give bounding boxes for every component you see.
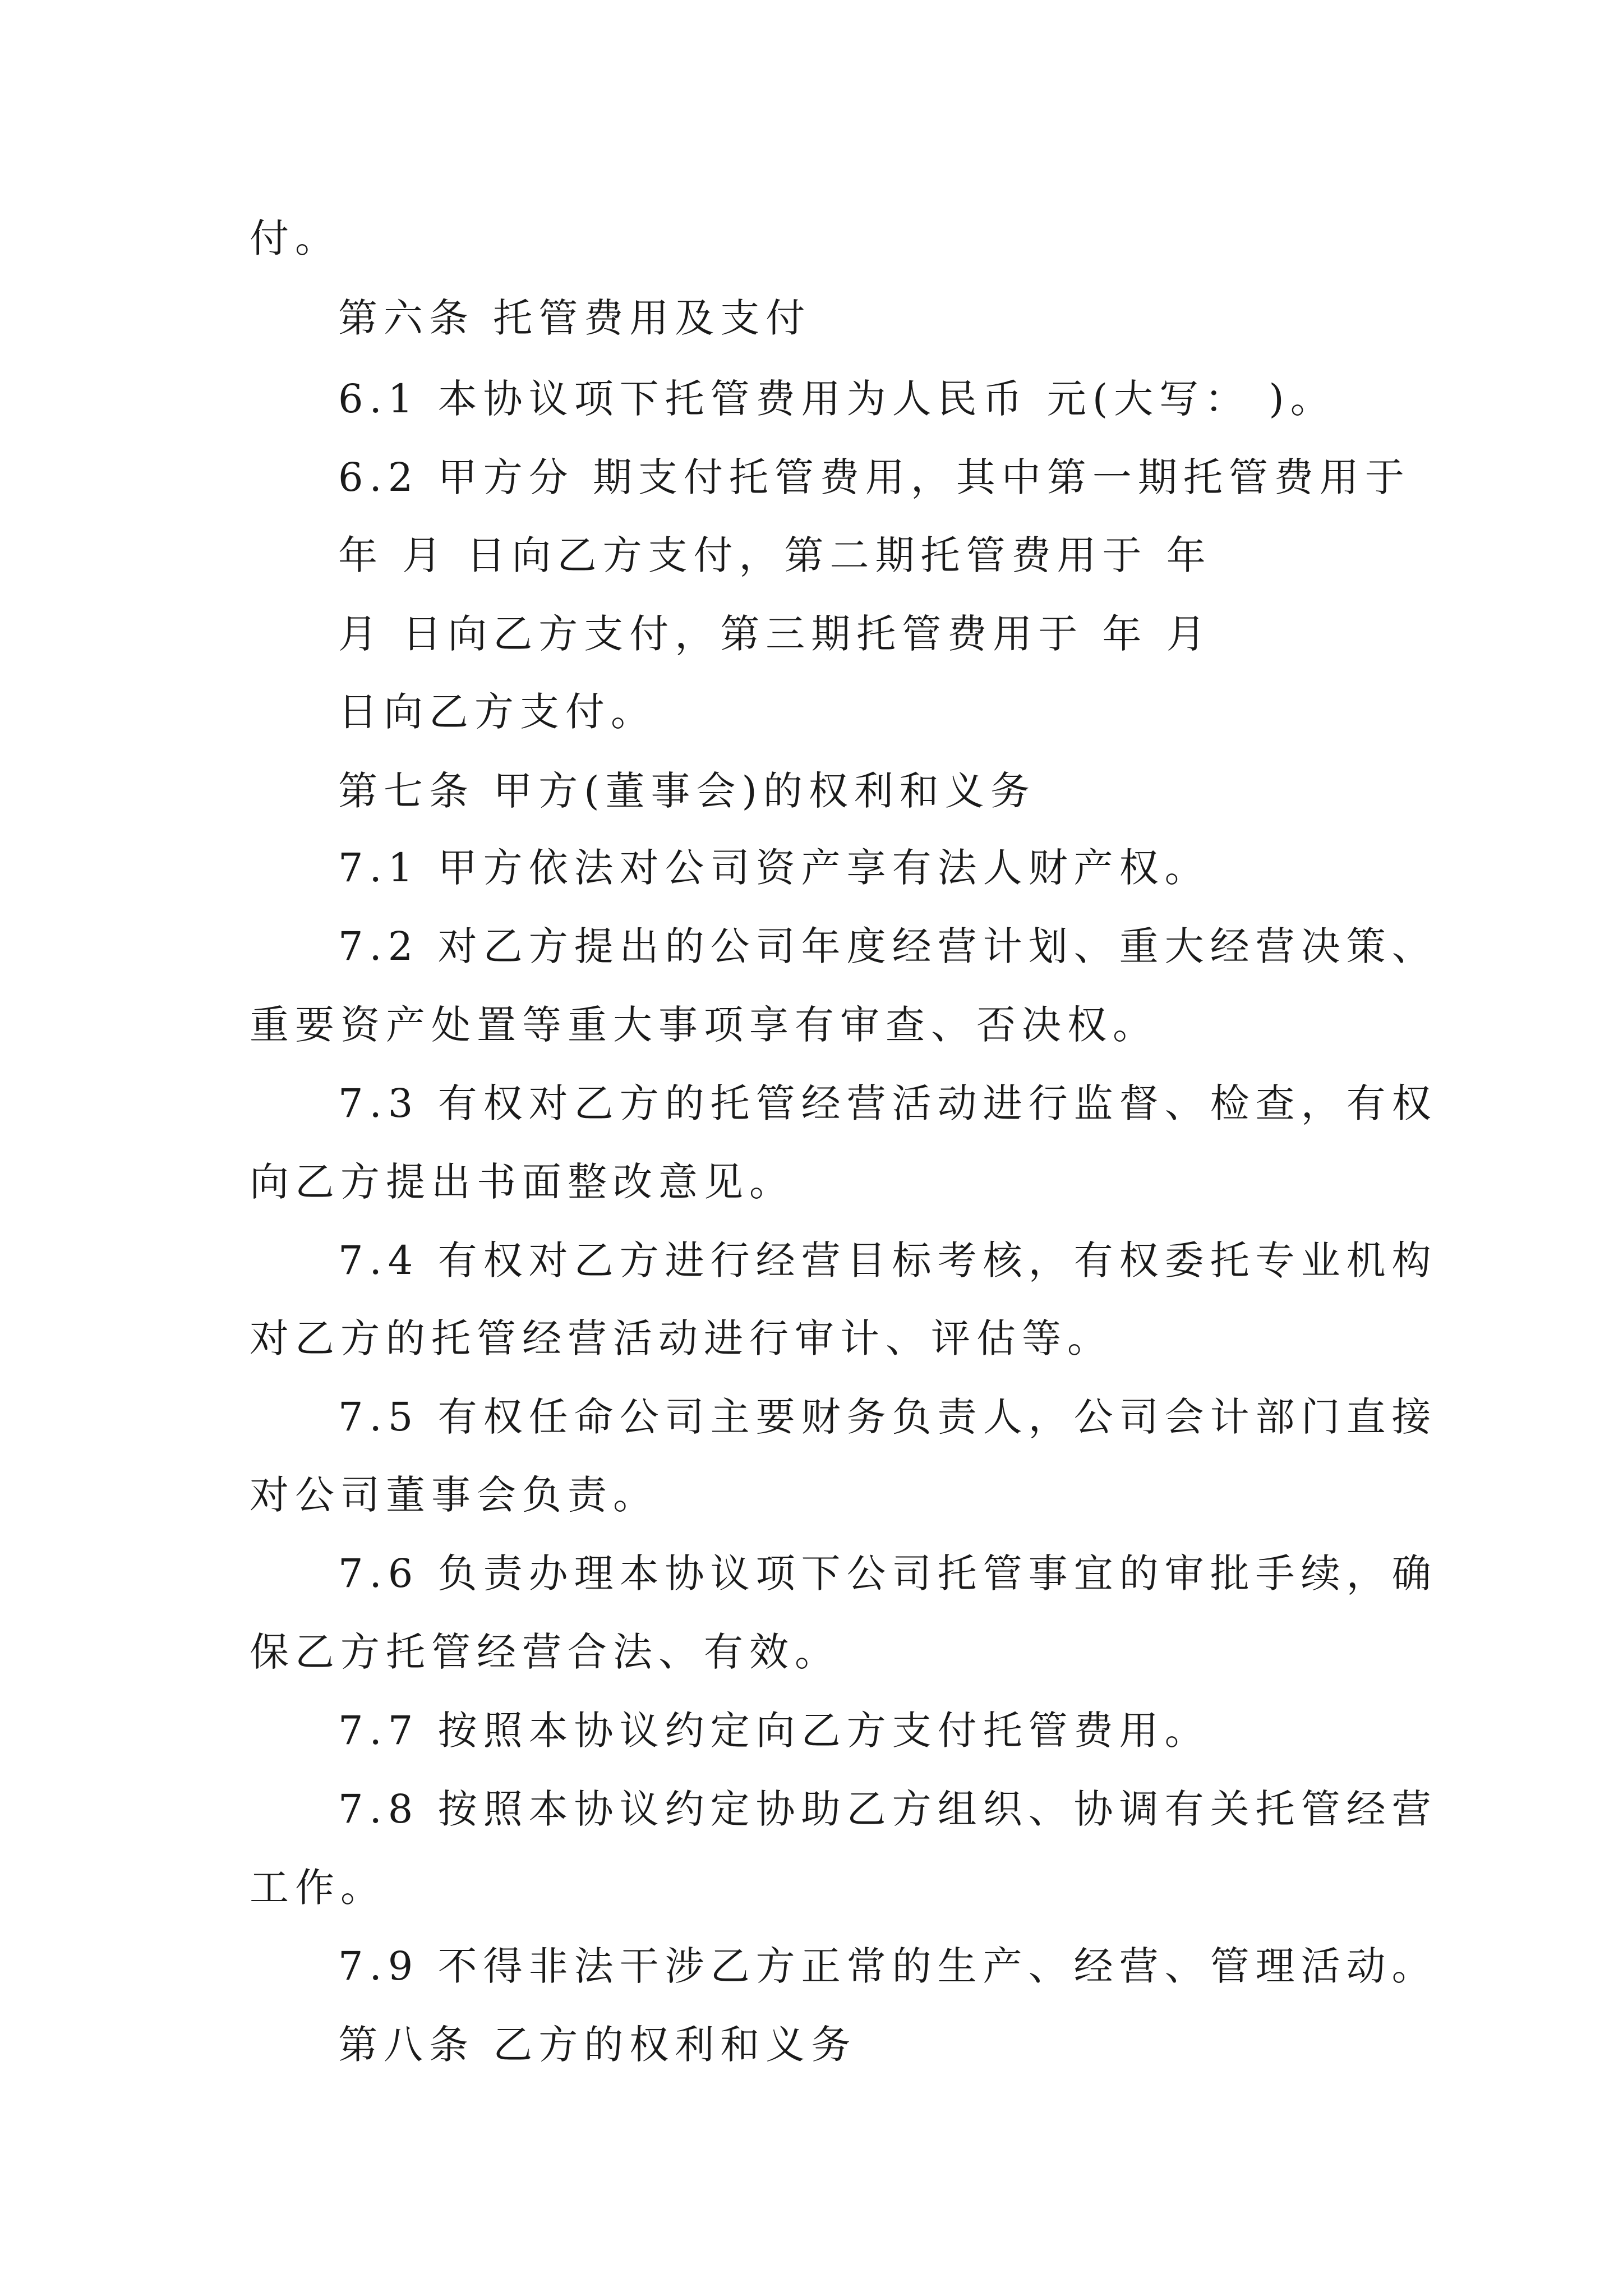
text-line: 日向乙方支付。 [338,689,656,735]
text-line: 年 月 日向乙方支付，第二期托管费用于 年 [338,532,1212,578]
text-line: 保乙方托管经营合法、有效。 [250,1629,840,1675]
clause-line: 7.7 按照本协议约定向乙方支付托管费用。 [338,1708,1210,1754]
clause-line: 7.2 对乙方提出的公司年度经营计划、重大经营决策、 [338,923,1437,969]
article-heading: 第七条 甲方(董事会)的权利和义务 [338,768,1036,814]
clause-line: 7.8 按照本协议约定协助乙方组织、协调有关托管经营 [338,1786,1437,1832]
text-line: 重要资产处置等重大事项享有审查、否决权。 [250,1002,1158,1048]
text-line: 工作。 [250,1865,386,1911]
clause-line: 7.1 甲方依法对公司资产享有法人财产权。 [338,845,1210,891]
article-heading: 第六条 托管费用及支付 [338,295,811,341]
article-heading: 第八条 乙方的权利和义务 [338,2022,857,2068]
clause-line: 7.9 不得非法干涉乙方正常的生产、经营、管理活动。 [338,1943,1437,1989]
clause-line: 7.6 负责办理本协议项下公司托管事宜的审批手续，确 [338,1550,1437,1596]
text-line: 月 日向乙方支付，第三期托管费用于 年 月 [338,611,1212,657]
clause-line: 7.4 有权对乙方进行经营目标考核，有权委托专业机构 [338,1237,1437,1283]
clause-line: 7.5 有权任命公司主要财务负责人，公司会计部门直接 [338,1394,1437,1440]
text-line: 对乙方的托管经营活动进行审计、评估等。 [250,1315,1113,1361]
clause-line: 6.1 本协议项下托管费用为人民币 元(大写： )。 [338,376,1336,422]
clause-line: 7.3 有权对乙方的托管经营活动进行监督、检查，有权 [338,1080,1437,1126]
text-line: 对公司董事会负责。 [250,1472,658,1518]
clause-line: 6.2 甲方分 期支付托管费用，其中第一期托管费用于 [338,454,1410,500]
text-line: 付。 [250,215,340,261]
text-line: 向乙方提出书面整改意见。 [250,1159,795,1205]
